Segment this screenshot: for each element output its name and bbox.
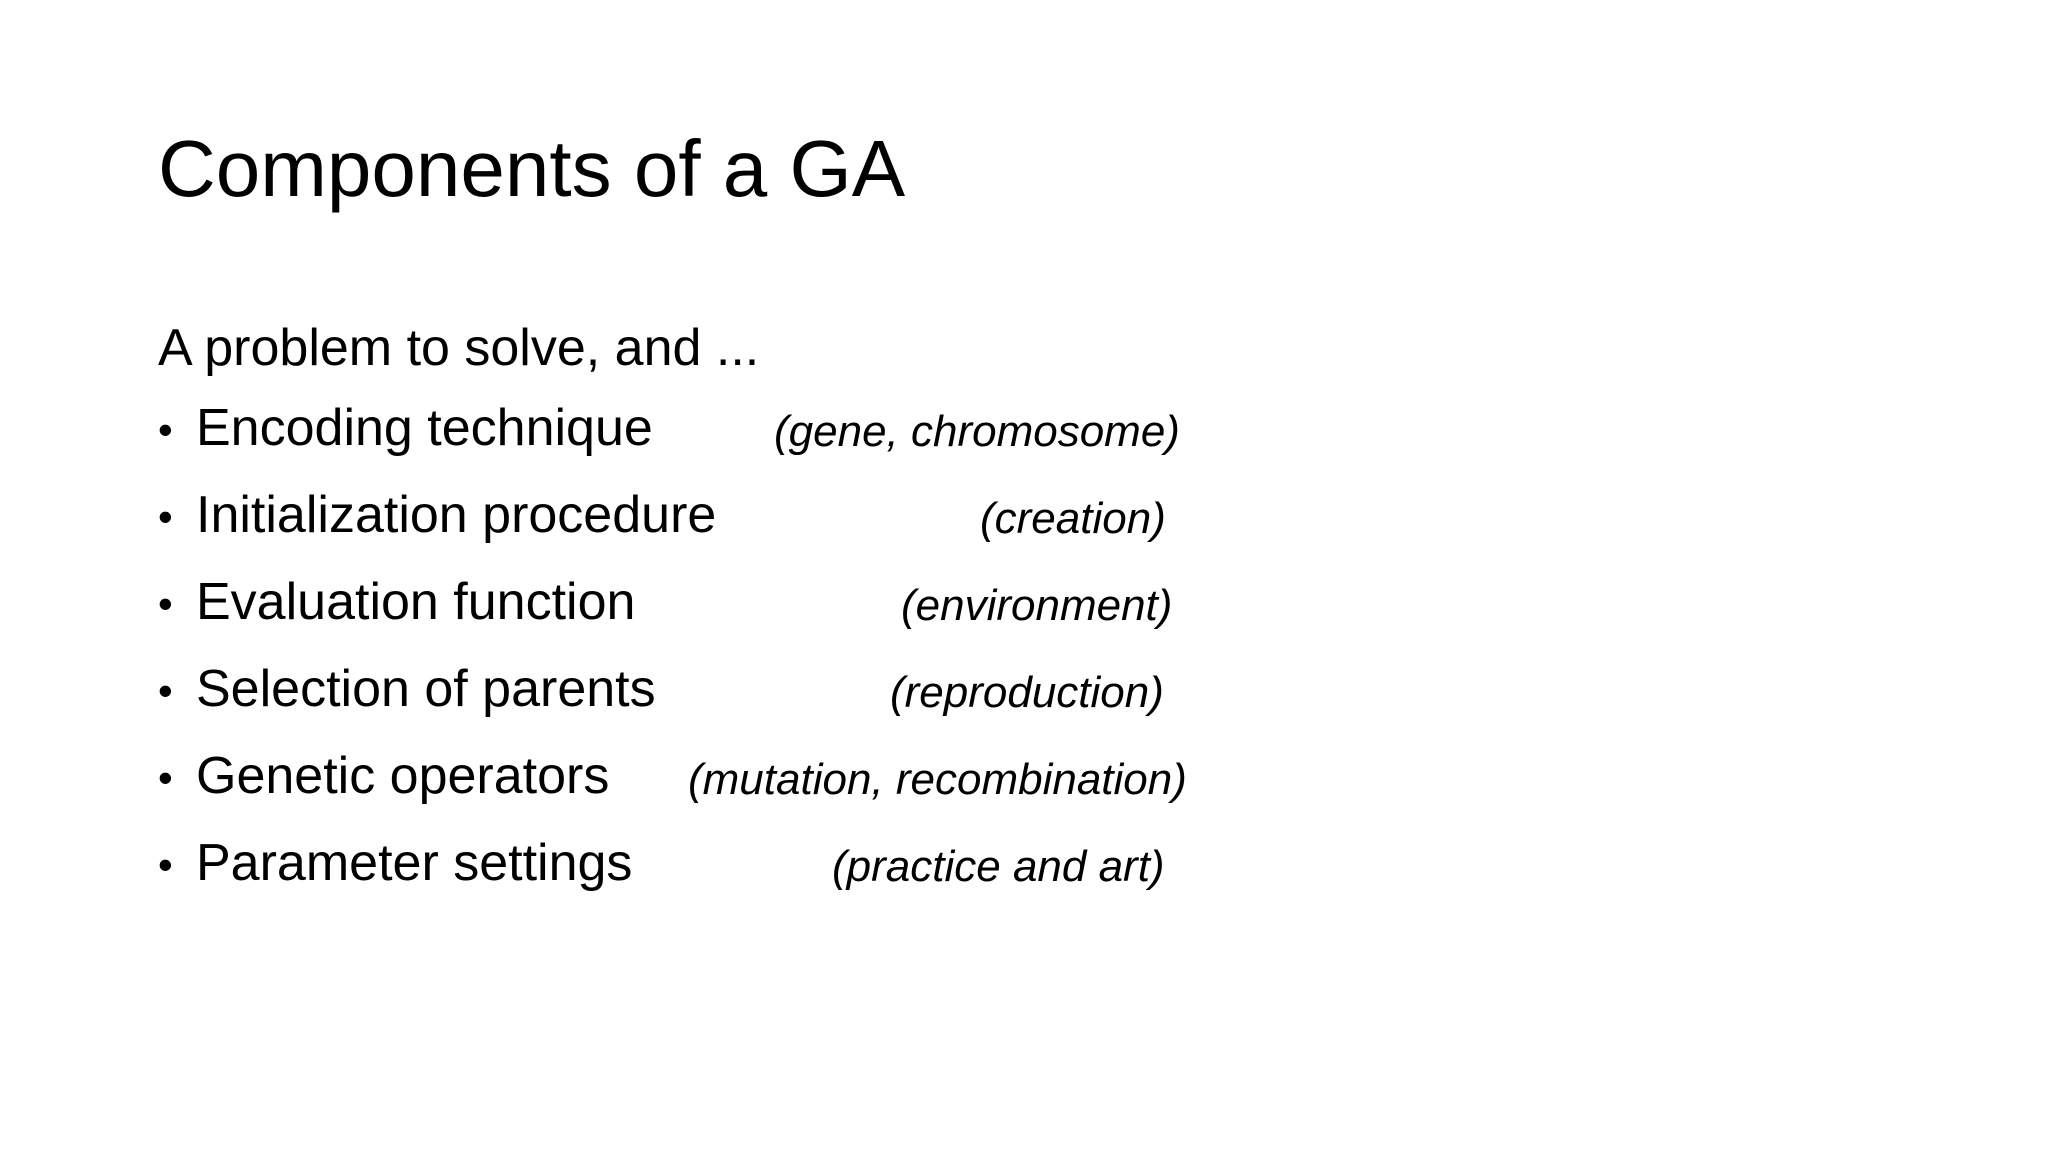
bullet-label: Encoding technique	[196, 399, 653, 457]
bullet-note: (practice and art)	[832, 842, 1165, 891]
bullet-note: (creation)	[980, 494, 1166, 543]
bullet-item	[158, 487, 1358, 574]
bullet-item	[158, 661, 1358, 748]
bullet-item	[158, 574, 1358, 661]
bullet-marker: •	[158, 580, 173, 627]
bullet-marker: •	[158, 841, 173, 888]
bullet-label: Evaluation function	[196, 573, 636, 631]
bullet-note: (mutation, recombination)	[688, 755, 1187, 804]
bullet-label: Parameter settings	[196, 834, 633, 892]
bullet-item	[158, 835, 1358, 922]
intro-text: A problem to solve, and ...	[158, 319, 760, 377]
bullet-marker: •	[158, 667, 173, 714]
slide-title: Components of a GA	[158, 124, 906, 213]
bullet-list	[158, 400, 1358, 922]
bullet-label: Selection of parents	[196, 660, 656, 718]
bullet-marker: •	[158, 754, 173, 801]
bullet-item	[158, 748, 1358, 835]
bullet-note: (environment)	[901, 581, 1173, 630]
bullet-label: Initialization procedure	[196, 486, 717, 544]
bullet-marker: •	[158, 493, 173, 540]
bullet-marker: •	[158, 406, 173, 453]
bullet-label: Genetic operators	[196, 747, 610, 805]
bullet-note: (gene, chromosome)	[774, 407, 1180, 456]
bullet-item	[158, 400, 1358, 487]
bullet-note: (reproduction)	[890, 668, 1164, 717]
